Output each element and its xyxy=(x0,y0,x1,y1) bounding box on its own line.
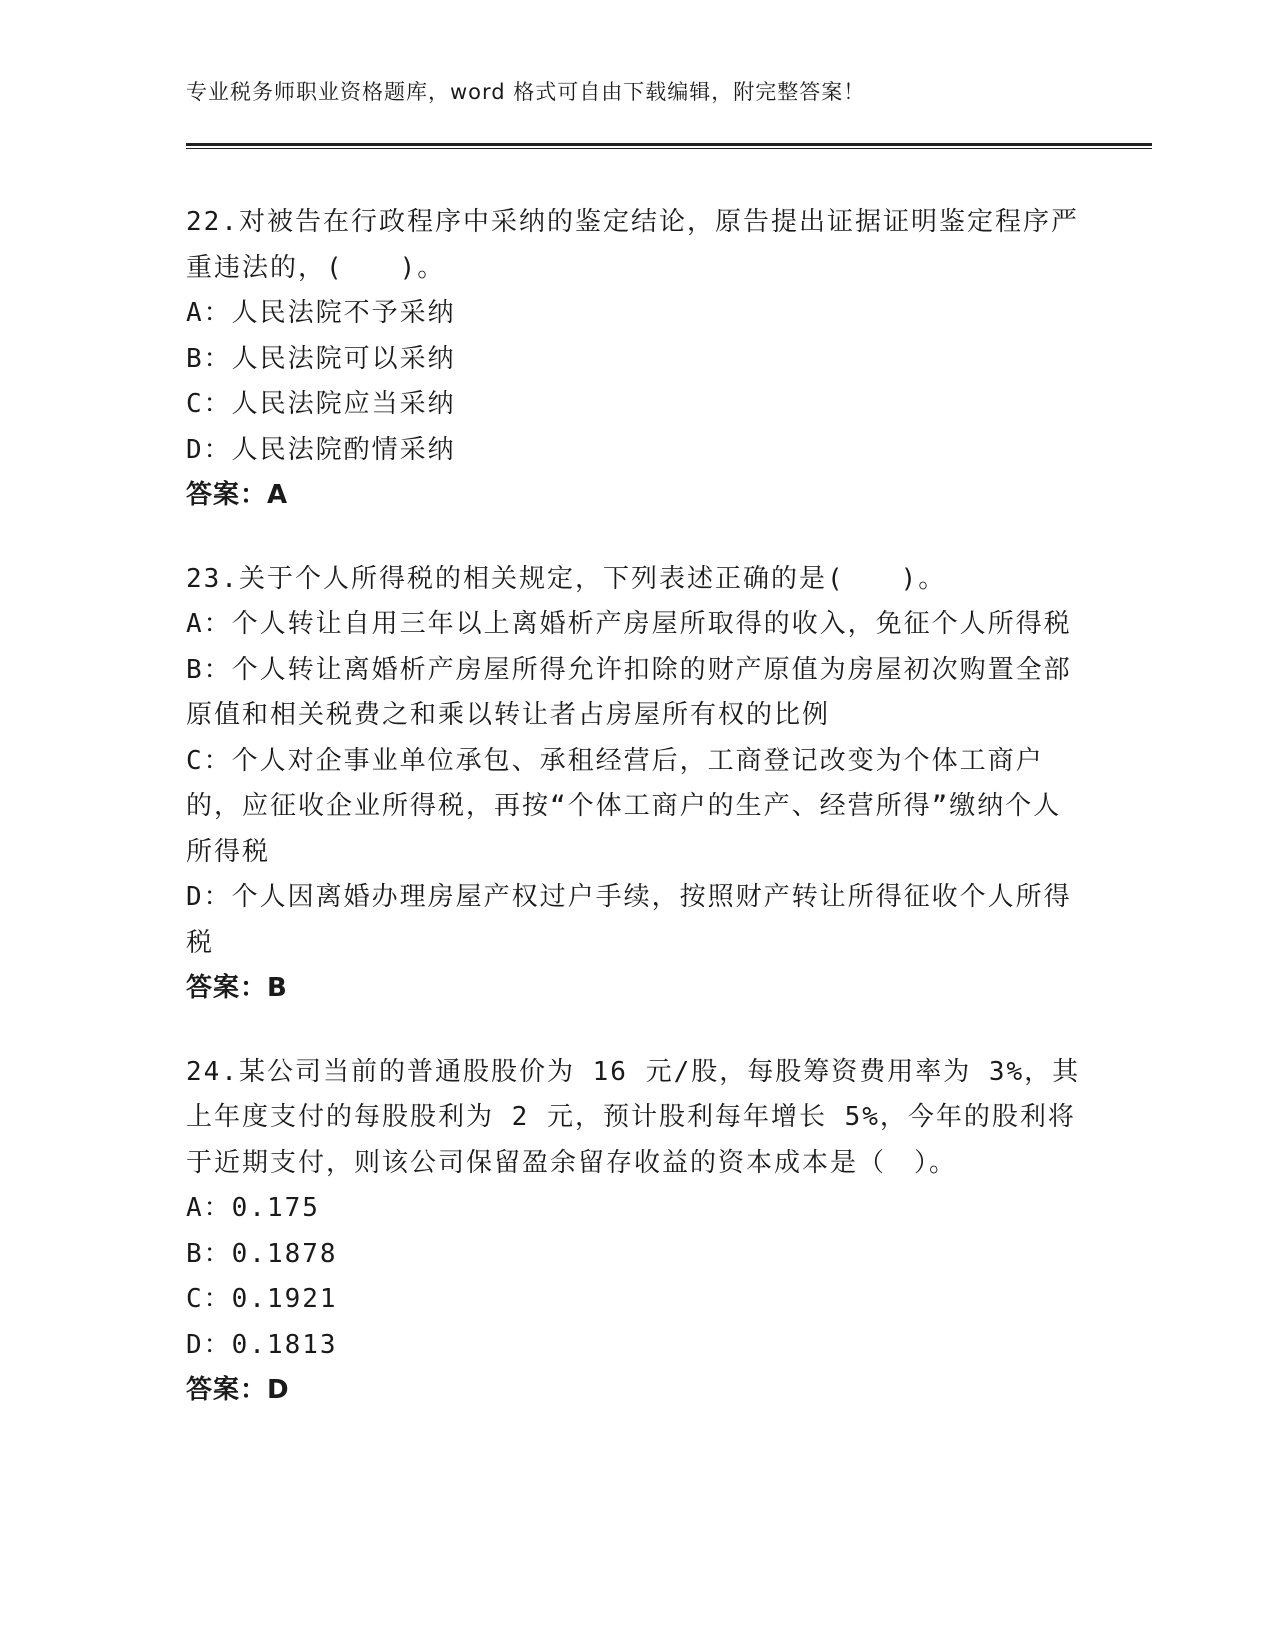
option-b: B：人民法院可以采纳 xyxy=(186,343,456,374)
question-22 xyxy=(186,200,1086,519)
option-b: B：0.1878 xyxy=(186,1238,338,1269)
option-a: A：人民法院不予采纳 xyxy=(186,298,456,328)
question-24 xyxy=(186,1050,1086,1414)
question-stem: 22.对被告在行政程序中采纳的鉴定结论，原告提出证据证明鉴定程序严重违法的，( )。 xyxy=(186,207,1079,283)
question-stem: 23.关于个人所得税的相关规定，下列表述正确的是( )。 xyxy=(186,563,947,594)
header-divider xyxy=(186,143,1152,150)
option-a: A：个人转让自用三年以上离婚析产房屋所取得的收入，免征个人所得税 xyxy=(186,609,1072,639)
header-divider-thin xyxy=(186,148,1152,149)
answer-label: 答案：B xyxy=(186,973,288,1003)
header-divider-thick xyxy=(186,143,1152,146)
option-c: C：0.1921 xyxy=(186,1284,338,1314)
answer-label: 答案：D xyxy=(186,1375,290,1405)
option-a: A：0.175 xyxy=(186,1193,320,1223)
option-c: C：个人对企事业单位承包、承租经营后，工商登记改变为个体工商户的，应征收企业所得税，再按“个体工商户的生产、经营所得”缴纳个人所得税 xyxy=(186,745,1062,867)
question-stem: 24.某公司当前的普通股股价为 16 元/股，每股筹资费用率为 3%，其上年度支付的每股股利为 2 元，预计股利每年增长 5%，今年的股利将于近期支付，则该公司保留盈余留存收益的资本成本是（ ）。 xyxy=(186,1056,1081,1178)
option-c: C：人民法院应当采纳 xyxy=(186,389,456,419)
option-d: D：个人因离婚办理房屋产权过户手续，按照财产转让所得征收个人所得税 xyxy=(186,882,1072,958)
option-d: D：人民法院酌情采纳 xyxy=(186,434,456,465)
option-b: B：个人转让离婚析产房屋所得允许扣除的财产原值为房屋初次购置全部原值和相关税费之和乘以转让者占房屋所有权的比例 xyxy=(186,654,1072,730)
page-header: 专业税务师职业资格题库，word 格式可自由下载编辑，附完整答案！ xyxy=(186,80,866,104)
question-list xyxy=(186,200,1086,1452)
answer-label: 答案：A xyxy=(186,480,289,510)
option-d: D：0.1813 xyxy=(186,1329,338,1360)
question-23 xyxy=(186,557,1086,1012)
